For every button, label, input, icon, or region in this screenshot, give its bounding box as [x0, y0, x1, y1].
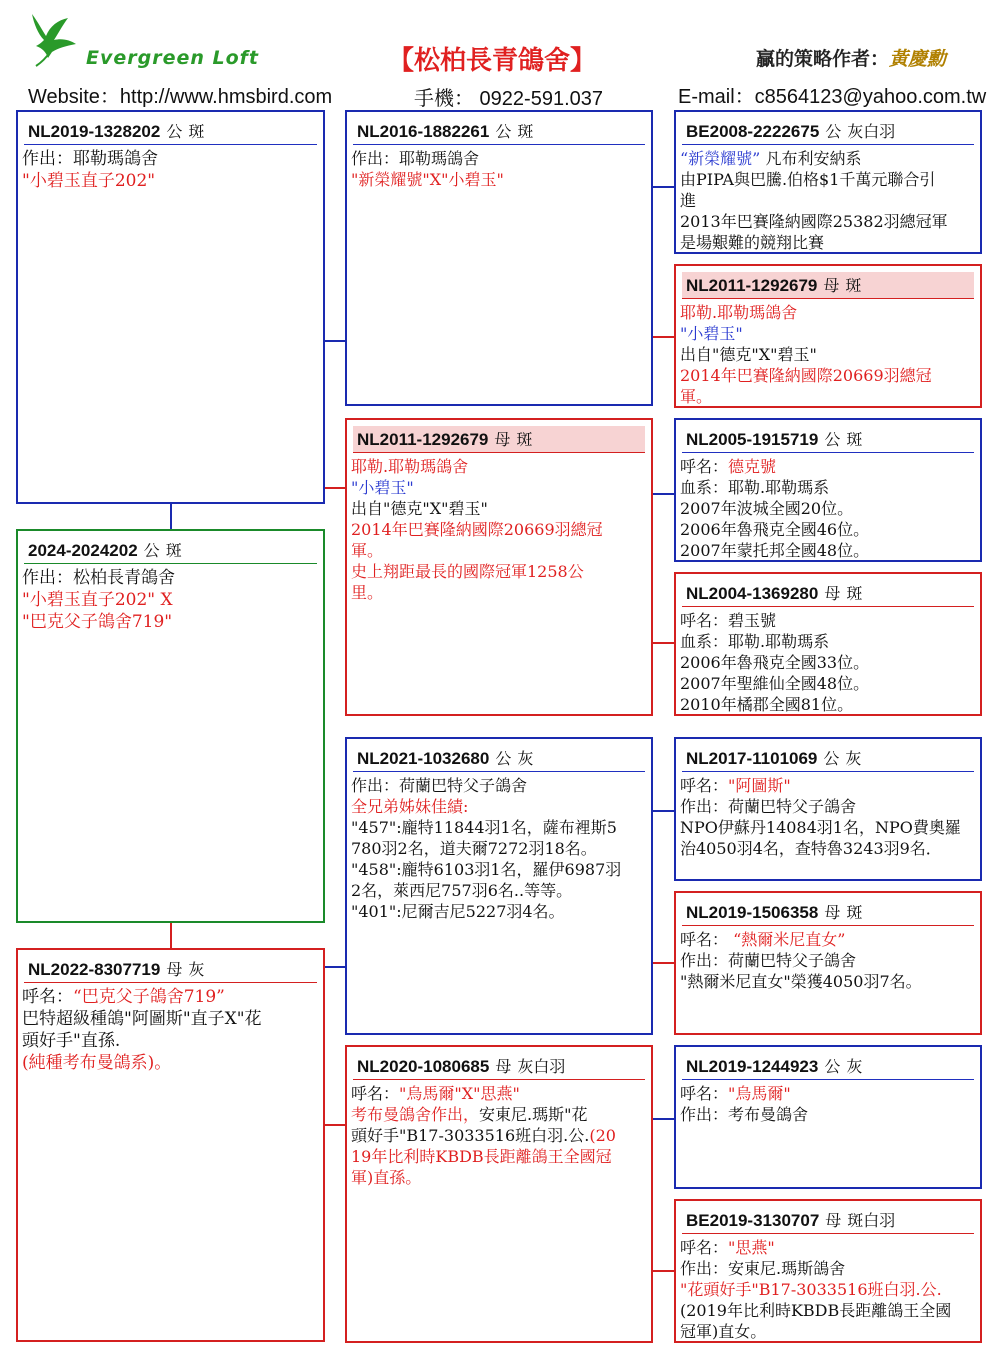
info-line: 軍。: [680, 387, 713, 406]
sex-label: 母: [824, 903, 841, 922]
connector: [170, 922, 172, 949]
info-line: 出自"德克"X"碧玉": [680, 345, 817, 364]
info-line: 作出：耶勒瑪鴿舍: [351, 149, 480, 168]
great-grandparent-card-5: [674, 737, 982, 881]
info-line: 軍。: [351, 541, 384, 560]
card-body: [347, 1080, 651, 1188]
ring-number: NL2021-1032680: [357, 749, 490, 768]
info-line: 2007年波城全國20位。: [680, 499, 854, 518]
connector: [652, 336, 674, 338]
dam-dam-card: [345, 1045, 653, 1343]
info-line: 呼名：碧玉號: [680, 611, 777, 630]
sex-label: 公: [825, 122, 842, 141]
sex-label: 公: [495, 122, 512, 141]
strategy-mark: 贏: [756, 48, 776, 70]
info-line: "小碧玉": [351, 478, 414, 497]
card-header: [682, 272, 974, 299]
info-line: "新榮耀號"X"小碧玉": [351, 170, 504, 189]
info-line: 19年比利時KBDB長距離鴿王全國冠: [351, 1147, 612, 1166]
card-body: [18, 983, 323, 1074]
info-line: 2013年巴賽隆納國際25382羽總冠軍: [680, 212, 948, 231]
great-grandparent-card-2: [674, 264, 982, 408]
color-label: 灰: [845, 749, 862, 768]
info-line: "小碧玉直子202": [22, 171, 156, 191]
sex-label: 公: [824, 1057, 841, 1076]
info-line: 2014年巴賽隆納國際20669羽總冠: [680, 366, 932, 385]
card-body: [676, 1234, 980, 1342]
info-line: 作出：安東尼.瑪斯鴿舍: [680, 1259, 846, 1278]
info-line: 里。: [351, 583, 384, 602]
card-header: [682, 1207, 974, 1234]
info-line: 血系：耶勒.耶勒瑪系: [680, 632, 830, 651]
info-line: 作出：考布曼鴿舍: [680, 1105, 809, 1124]
info-line: 2007年聖維仙全國48位。: [680, 674, 870, 693]
great-grandparent-card-6: [674, 891, 982, 1035]
info-line: 作出：荷蘭巴特父子鴿舍: [680, 797, 857, 816]
info-line: 出自"德克"X"碧玉": [351, 499, 488, 518]
ring-number: BE2008-2222675: [686, 122, 820, 141]
connector: [324, 966, 346, 968]
connector: [652, 1118, 674, 1120]
phone-number: 手機： 0922-591.037: [414, 88, 604, 110]
card-header: [682, 118, 974, 145]
card-header: [353, 1053, 645, 1080]
card-header: [353, 426, 645, 453]
info-line: (2019年比利時KBDB長距離鴿王全國: [680, 1301, 952, 1320]
info-line: 780羽2名，道夫爾7272羽18名。: [351, 839, 597, 858]
card-body: [347, 145, 651, 190]
ring-number: NL2011-1292679: [686, 276, 818, 295]
card-body: [676, 772, 980, 859]
connector: [652, 1270, 674, 1272]
info-line: 2014年巴賽隆納國際20669羽總冠: [351, 520, 603, 539]
ring-number: 2024-2024202: [28, 541, 138, 560]
info-line: 治4050羽4名，查特魯3243羽9名．: [680, 839, 942, 858]
info-line: 耶勒.耶勒瑪鴿舍: [680, 303, 798, 322]
card-header: [682, 745, 974, 772]
connector: [324, 340, 346, 342]
card-header: [24, 118, 317, 145]
info-line: "401":尼爾吉尼5227羽4名。: [351, 902, 565, 921]
info-line: 頭好手"直孫.: [22, 1031, 121, 1051]
info-line: 呼名：德克號: [680, 457, 777, 476]
color-label: 斑: [846, 584, 863, 603]
great-grandparent-card-8: [674, 1199, 982, 1343]
color-label: 斑: [516, 430, 533, 449]
email-link[interactable]: E-mail：c8564123@yahoo.com.tw: [678, 86, 987, 108]
great-grandparent-card-4: [674, 572, 982, 716]
info-line: 作出：荷蘭巴特父子鴿舍: [680, 951, 857, 970]
info-line: 呼名： “熱爾米尼直女”: [680, 930, 846, 949]
card-header: [682, 1053, 974, 1080]
color-label: 斑: [517, 122, 534, 141]
card-header: [682, 426, 974, 453]
info-line: "小碧玉直子202" X: [22, 590, 173, 610]
sex-label: 公: [143, 541, 160, 560]
card-body: [676, 145, 980, 253]
color-label: 斑: [165, 541, 182, 560]
sex-label: 母: [495, 1057, 512, 1076]
card-body: [676, 926, 980, 992]
ring-number: NL2020-1080685: [357, 1057, 490, 1076]
subject-card: [16, 529, 325, 923]
card-header: [682, 899, 974, 926]
info-line: 呼名：“巴克父子鴿舍719”: [22, 987, 225, 1007]
info-line: 頭好手"B17-3033516班白羽.公.(20: [351, 1126, 616, 1145]
card-body: [347, 772, 651, 922]
color-label: 灰: [188, 960, 205, 979]
info-line: "457":龐特11844羽1名，薩布裡斯5: [351, 818, 617, 837]
card-body: [18, 145, 323, 192]
info-line: 史上翔距最長的國際冠軍1258公: [351, 562, 584, 581]
info-line: 作出：荷蘭巴特父子鴿舍: [351, 776, 528, 795]
sex-label: 公: [824, 430, 841, 449]
ring-number: NL2019-1328202: [28, 122, 161, 141]
info-line: 呼名："烏馬爾": [680, 1084, 791, 1103]
ring-number: NL2011-1292679: [357, 430, 489, 449]
connector: [170, 503, 172, 530]
dam-card: [16, 948, 325, 1342]
sex-label: 母: [825, 1211, 842, 1230]
card-header: [682, 580, 974, 607]
info-line: 進: [680, 191, 697, 210]
card-body: [676, 1080, 980, 1125]
info-line: 考布曼鴿舍作出，安東尼.瑪斯"花: [351, 1105, 588, 1124]
card-header: [24, 537, 317, 564]
info-line: 全兄弟姊妹佳績:: [351, 797, 469, 816]
card-body: [347, 453, 651, 603]
info-line: "小碧玉": [680, 324, 743, 343]
logo-dove-icon: [28, 12, 78, 72]
sex-label: 公: [166, 122, 183, 141]
page-title: 【松柏長青鴿舍】: [388, 46, 597, 76]
info-line: 呼名："烏馬爾"X"思燕": [351, 1084, 520, 1103]
sex-label: 公: [495, 749, 512, 768]
info-line: 血系：耶勒.耶勒瑪系: [680, 478, 830, 497]
color-label: 斑: [845, 276, 862, 295]
dam-sire-card: [345, 737, 653, 1035]
color-label: 灰: [846, 1057, 863, 1076]
info-line: (純種考布曼鴿系)。: [22, 1053, 172, 1073]
ring-number: NL2017-1101069: [686, 749, 818, 768]
connector: [652, 642, 674, 644]
connector: [652, 810, 674, 812]
card-header: [353, 745, 645, 772]
card-header: [24, 956, 317, 983]
info-line: 由PIPA與巴騰.伯格$1千萬元聯合引: [680, 170, 936, 189]
color-label: 灰: [517, 749, 534, 768]
info-line: 冠軍)直女。: [680, 1322, 767, 1341]
ring-number: NL2019-1244923: [686, 1057, 819, 1076]
info-line: 呼名："阿圖斯": [680, 776, 791, 795]
info-line: 作出：松柏長青鴿舍: [22, 568, 175, 588]
ring-number: NL2004-1369280: [686, 584, 819, 603]
color-label: 斑: [846, 430, 863, 449]
ring-number: NL2022-8307719: [28, 960, 161, 979]
connector: [324, 487, 346, 489]
great-grandparent-card-1: [674, 110, 982, 254]
strategy-credit: [756, 44, 946, 71]
card-body: [18, 564, 323, 633]
ring-number: NL2019-1506358: [686, 903, 819, 922]
ring-number: NL2016-1882261: [357, 122, 490, 141]
info-line: "花頭好手"B17-3033516班白羽.公.: [680, 1280, 942, 1299]
info-line: 作出：耶勒瑪鴿舍: [22, 149, 158, 169]
card-header: [353, 118, 645, 145]
logo-text: Evergreen Loft: [86, 47, 260, 69]
connector: [652, 186, 674, 188]
strategy-prefix: 的策略作者：: [775, 48, 890, 70]
color-label: 斑白羽: [847, 1211, 896, 1230]
connector: [652, 962, 674, 964]
great-grandparent-card-7: [674, 1045, 982, 1189]
info-line: "巴克父子鴿舍719": [22, 612, 173, 632]
info-line: 2006年魯飛克全國46位。: [680, 520, 870, 539]
info-line: 耶勒.耶勒瑪鴿舍: [351, 457, 469, 476]
card-body: [676, 299, 980, 407]
info-line: 巴特超級種鴿"阿圖斯"直子X"花: [22, 1009, 262, 1029]
sex-label: 母: [824, 584, 841, 603]
color-label: 斑: [188, 122, 205, 141]
ring-number: NL2005-1915719: [686, 430, 819, 449]
sire-dam-card: [345, 418, 653, 716]
card-body: [676, 607, 980, 715]
info-line: 2010年橘郡全國81位。: [680, 695, 854, 714]
info-line: 2006年魯飛克全國33位。: [680, 653, 870, 672]
info-line: 是場艱難的競翔比賽: [680, 233, 825, 252]
website-link[interactable]: Website：http://www.hmsbird.com: [28, 86, 333, 108]
info-line: "熱爾米尼直女"榮獲4050羽7名。: [680, 972, 922, 991]
card-body: [676, 453, 980, 561]
connector: [324, 1124, 346, 1126]
info-line: 2007年蒙托邦全國48位。: [680, 541, 870, 560]
sex-label: 公: [823, 749, 840, 768]
color-label: 灰白羽: [847, 122, 896, 141]
info-line: “新榮耀號” 凡布利安納系: [680, 149, 862, 168]
ring-number: BE2019-3130707: [686, 1211, 820, 1230]
info-line: 呼名："思燕": [680, 1238, 775, 1257]
info-line: 軍)直孫。: [351, 1168, 422, 1187]
sex-label: 母: [823, 276, 840, 295]
sire-card: [16, 110, 325, 504]
color-label: 斑: [846, 903, 863, 922]
info-line: NPO伊蘇丹14084羽1名，NPO費奧羅: [680, 818, 961, 837]
connector: [652, 493, 674, 495]
sex-label: 母: [494, 430, 511, 449]
author-name: 黃慶勳: [889, 48, 947, 70]
sex-label: 母: [166, 960, 183, 979]
sire-sire-card: [345, 110, 653, 406]
info-line: 2名，萊西尼757羽6名..等等。: [351, 881, 573, 900]
color-label: 灰白羽: [517, 1057, 566, 1076]
info-line: "458":龐特6103羽1名，羅伊6987羽: [351, 860, 622, 879]
great-grandparent-card-3: [674, 418, 982, 562]
